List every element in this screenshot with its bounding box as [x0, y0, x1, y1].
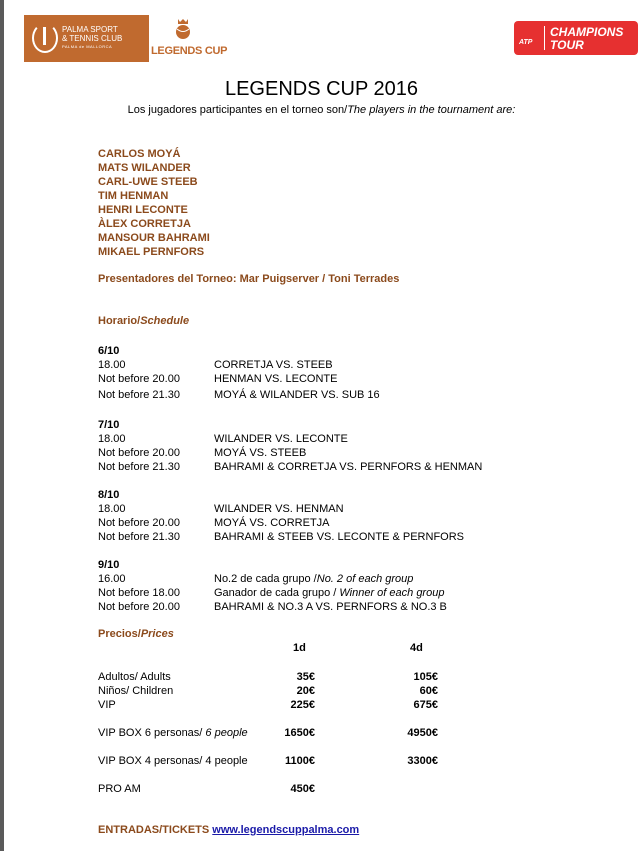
day-date: 8/10: [98, 489, 120, 501]
match-row: Not before 20.00 BAHRAMI & NO.3 A VS. PERNFORS & NO.3 B: [98, 601, 447, 613]
schedule-heading: Horario/Schedule: [98, 315, 190, 327]
price-label: Niños/ Children: [98, 685, 174, 697]
match-row: Not before 21.30 BAHRAMI & CORRETJA VS. PERNFORS & HENMAN: [98, 461, 483, 473]
price-1d: 1650€: [284, 727, 315, 739]
players-list: [98, 147, 210, 259]
day-date: 9/10: [98, 559, 120, 571]
page-left-border: [0, 0, 4, 851]
page-title: LEGENDS CUP 2016: [224, 78, 419, 100]
price-label: VIP BOX 4 personas/ 4 people: [98, 755, 248, 767]
match-row: 18.00 WILANDER VS. LECONTE: [98, 433, 348, 445]
prices-heading: Precios/Prices: [98, 628, 174, 640]
schedule-day: [98, 344, 380, 402]
atp-logo-line2: TOUR: [550, 38, 584, 52]
legends-cup-logo: [149, 18, 228, 62]
player-name: CARL-UWE STEEB: [98, 176, 198, 188]
schedule-day: [98, 418, 483, 474]
price-1d: 1100€: [285, 755, 315, 767]
match-row: 16.00 No.2 de cada grupo /No. 2 of each group: [98, 573, 414, 585]
match-row: Not before 21.30 MOYÁ & WILANDER VS. SUB 16: [98, 389, 380, 401]
price-label: VIP: [98, 699, 116, 711]
match-row: 18.00 CORRETJA VS. STEEB: [98, 359, 333, 371]
day-date: 7/10: [98, 419, 120, 431]
tennis-ball-icon: [175, 18, 191, 40]
atp-logo-line1: CHAMPIONS: [550, 25, 624, 39]
match-row: Not before 21.30 BAHRAMI & STEEB VS. LECONTE & PERNFORS: [98, 531, 464, 543]
player-name: MATS WILANDER: [98, 162, 191, 174]
price-col-4d: 4d: [410, 642, 423, 654]
palma-sport-logo: [24, 15, 149, 62]
intro-text: Los jugadores participantes en el torneo son/The players in the tournament are:: [127, 104, 516, 116]
player-name: CARLOS MOYÁ: [98, 148, 181, 160]
price-label: PRO AM: [98, 783, 141, 795]
player-name: TIM HENMAN: [98, 190, 169, 202]
price-4d: 60€: [419, 685, 438, 697]
palma-logo-line3: PALMA de MALLORCA: [62, 44, 113, 49]
tickets-line: [98, 824, 359, 836]
tournament-hosts: Presentadores del Torneo: Mar Puigserver / Toni Terrades: [98, 273, 400, 285]
match-row: Not before 20.00 MOYÁ VS. CORRETJA: [98, 517, 330, 529]
match-row: Not before 20.00 MOYÁ VS. STEEB: [98, 447, 307, 459]
legends-logo-text: LEGENDS CUP: [151, 45, 228, 57]
match-row: 18.00 WILANDER VS. HENMAN: [98, 503, 344, 515]
tickets-link[interactable]: www.legendscuppalma.com: [212, 824, 360, 836]
price-1d: 450€: [290, 783, 315, 795]
atp-brand: ATP: [519, 39, 533, 46]
price-1d: 225€: [290, 699, 315, 711]
price-4d: 4950€: [407, 727, 438, 739]
player-name: HENRI LECONTE: [98, 204, 188, 216]
day-date: 6/10: [98, 345, 120, 357]
price-label: Adultos/ Adults: [98, 671, 171, 683]
player-name: ÀLEX CORRETJA: [98, 218, 191, 230]
palma-logo-line2: & TENNIS CLUB: [62, 34, 123, 43]
price-1d: 20€: [296, 685, 315, 697]
price-4d: 3300€: [407, 755, 438, 767]
player-name: MIKAEL PERNFORS: [98, 246, 205, 258]
price-label: VIP BOX 6 personas/ 6 people: [98, 727, 248, 739]
player-name: MANSOUR BAHRAMI: [98, 232, 210, 244]
match-row: Not before 20.00 HENMAN VS. LECONTE: [98, 373, 338, 385]
tickets-label: ENTRADAS/TICKETS: [98, 824, 213, 836]
price-1d: 35€: [296, 671, 315, 683]
palma-logo-line1: PALMA SPORT: [62, 25, 118, 34]
atp-champions-tour-logo: [514, 21, 638, 55]
price-col-1d: 1d: [293, 642, 306, 654]
price-4d: 105€: [413, 671, 438, 683]
match-row: Not before 18.00 Ganador de cada grupo / Winner of each group: [98, 587, 445, 599]
schedule-day: [98, 488, 464, 544]
schedule-day: [98, 558, 447, 614]
price-4d: 675€: [413, 699, 438, 711]
